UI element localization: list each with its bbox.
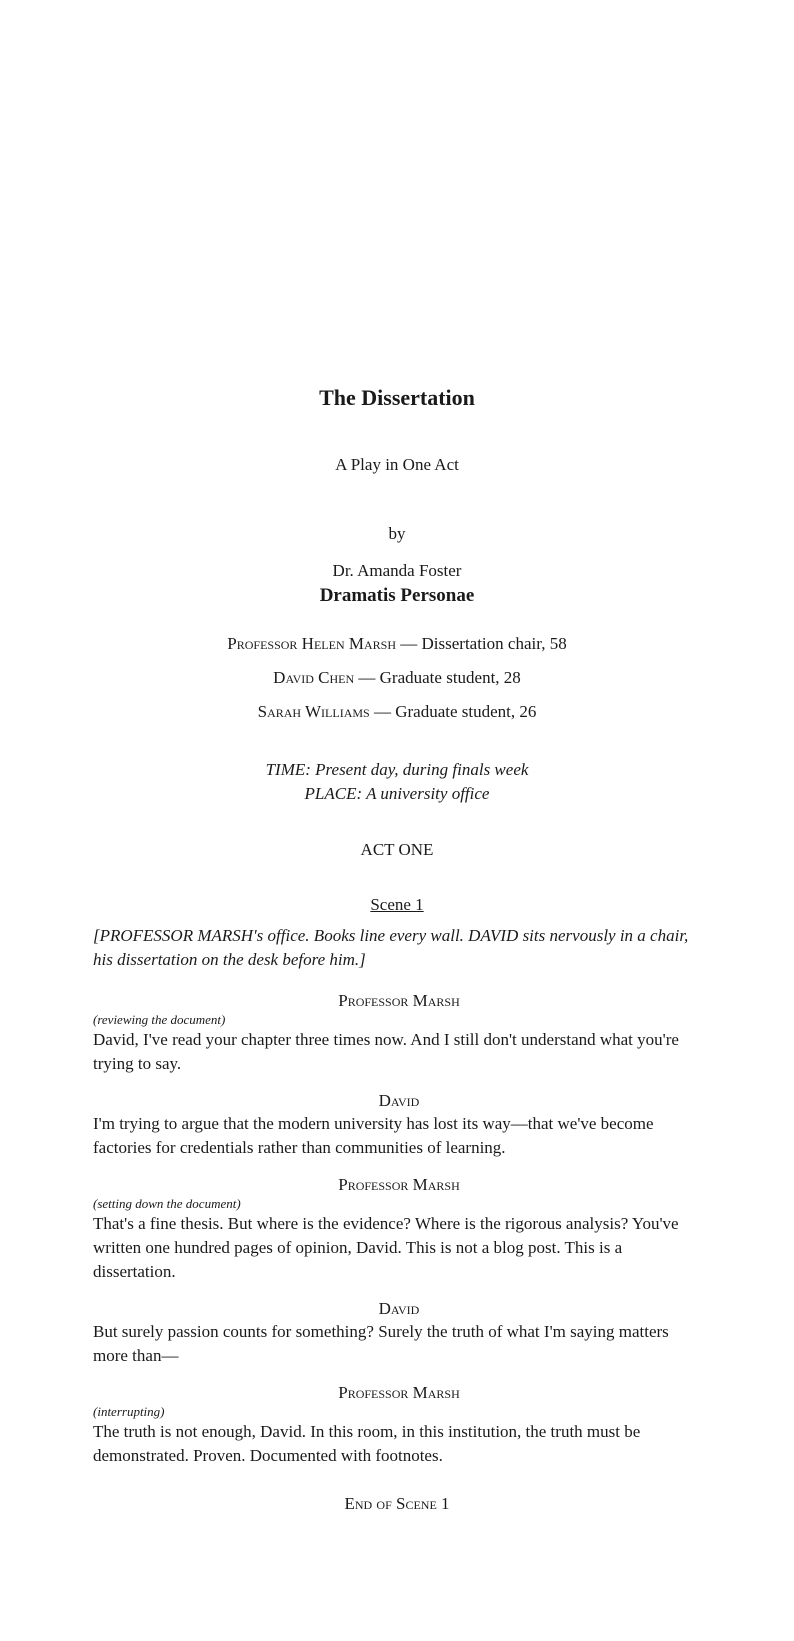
play-subtitle: A Play in One Act — [335, 455, 459, 474]
end-of-scene: End of Scene 1 — [344, 1494, 450, 1513]
speech-block — [93, 1090, 705, 1160]
cast-member-description: Graduate student, 28 — [379, 668, 521, 687]
character-name: Professor Marsh — [338, 1175, 460, 1194]
setting-time: TIME: Present day, during finals week — [265, 760, 529, 779]
dialogue: That's a fine thesis. But where is the evidence? Where is the rigorous analysis? You've written one hundred pages of opinion, David. This is not a blog post. This is a dissertation. — [93, 1214, 679, 1281]
cast-member-name: Professor Helen Marsh — [227, 634, 396, 653]
cast-member-description: Graduate student, 26 — [395, 702, 537, 721]
cast-member — [0, 667, 794, 701]
act-heading: ACT ONE — [360, 840, 434, 859]
scene-heading-text: Scene 1 — [370, 895, 424, 914]
cast-member — [0, 701, 794, 735]
setting-block — [0, 758, 794, 806]
by-line: by — [388, 524, 406, 543]
scene-body — [93, 924, 705, 1482]
cast-member — [0, 633, 794, 667]
parenthetical: (reviewing the document) — [93, 1012, 226, 1027]
stage-direction: [PROFESSOR MARSH's office. Books line every wall. DAVID sits nervously in a chair, his dissertation on the desk before him.] — [93, 926, 689, 969]
scene-heading — [0, 894, 794, 916]
cast-separator: — — [369, 702, 396, 721]
character-name: Professor Marsh — [338, 991, 460, 1010]
dialogue: David, I've read your chapter three times now. And I still don't understand what you're trying to say. — [93, 1030, 679, 1073]
speech-block — [93, 990, 705, 1076]
play-title: The Dissertation — [319, 385, 475, 410]
speech-block — [93, 1298, 705, 1368]
cast-member-name: Sarah Williams — [257, 702, 370, 721]
cast-member-name: David Chen — [273, 668, 355, 687]
dramatis-personae-heading: Dramatis Personae — [319, 585, 475, 606]
dialogue: But surely passion counts for something? Surely the truth of what I'm saying matters more than— — [93, 1322, 669, 1365]
cast-member-description: Dissertation chair, 58 — [421, 634, 567, 653]
author-name: Dr. Amanda Foster — [332, 561, 462, 580]
character-name: David — [378, 1299, 420, 1318]
character-name: Professor Marsh — [338, 1383, 460, 1402]
cast-separator: — — [354, 668, 380, 687]
speech-block — [93, 1174, 705, 1284]
cast-separator: — — [396, 634, 422, 653]
character-name: David — [378, 1091, 420, 1110]
dialogue: I'm trying to argue that the modern university has lost its way—that we've become factories for credentials rather than communities of learning. — [93, 1114, 654, 1157]
setting-place: PLACE: A university office — [304, 784, 490, 803]
parenthetical: (interrupting) — [93, 1404, 165, 1419]
dialogue: The truth is not enough, David. In this room, in this institution, the truth must be demonstrated. Proven. Documented with footnotes. — [93, 1422, 641, 1465]
speech-block — [93, 1382, 705, 1468]
parenthetical: (setting down the document) — [93, 1196, 241, 1211]
cast-list — [0, 633, 794, 735]
